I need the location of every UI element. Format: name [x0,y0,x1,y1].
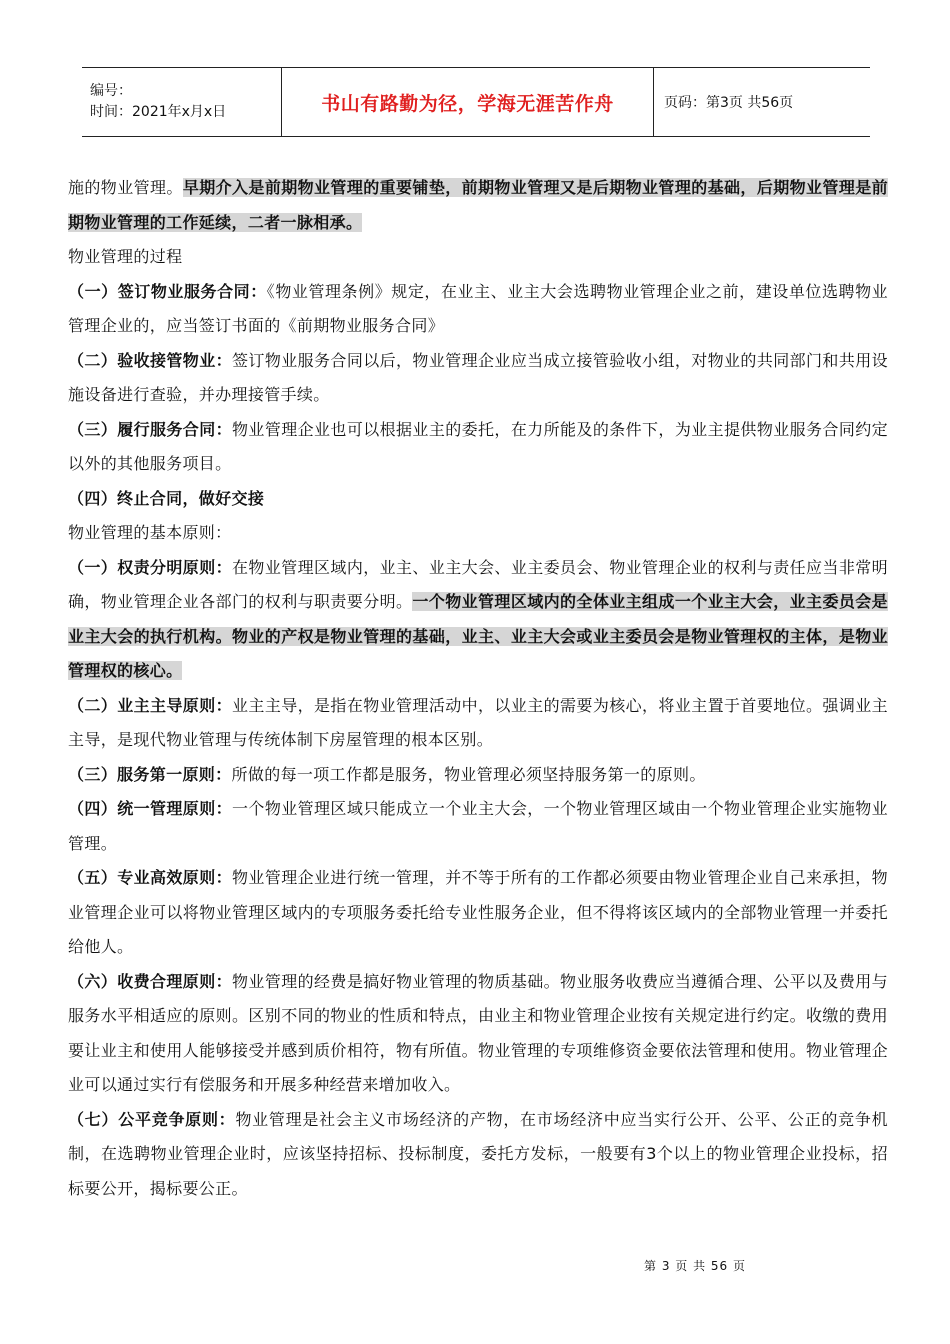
text: 《物业管理条例》规定，在业主、业主大会选聘物业管理企业之前，建设单位选聘物业管理企业的，应当签订书面的《前期物业服务合同》 [68,281,888,335]
paragraph [68,861,888,965]
header-date: 时间：2021年x月x日 [90,104,227,120]
item-title: （二）业主主导原则： [68,695,233,715]
paragraph [68,792,888,861]
item-title: （三）履行服务合同： [68,419,233,439]
header-page-info: 页码：第3页 共56页 [664,95,794,111]
item-title: （六）收费合理原则： [68,971,233,991]
header-number: 编号： [90,83,132,99]
paragraph [68,965,888,1103]
paragraph [68,275,888,344]
header-meta [82,68,282,136]
footer-page-number: 第 3 页 共 56 页 [644,1259,746,1273]
item-title: （七）公平竞争原则： [68,1109,236,1129]
text: 物业管理的经费是搞好物业管理的物质基础。物业服务收费应当遵循合理、公平以及费用与服务水平相适应的原则。区别不同的物业的性质和特点，由业主和物业管理企业按有关规定进行约定。收缴的费用要让业主和使用人能够接受并感到质价相符，物有所值。物业管理的专项维修资金要依法管理和使用。物业管理企业可以通过实行有偿服务和开展多种经营来增加收入。 [68,971,888,1094]
item-title: （一）权责分明原则： [68,557,233,577]
document-body [68,171,888,1206]
item-title: （五）专业高效原则： [68,868,233,887]
text: 物业管理企业也可以根据业主的委托，在力所能及的条件下，为业主提供物业服务合同约定以外的其他服务项目。 [68,419,888,473]
item-title: （四）终止合同，做好交接 [68,488,265,508]
paragraph [68,413,888,482]
highlighted-text: 一个物业管理区域内的全体业主组成一个业主大会，业主委员会是业主大会的执行机构。物业的产权是物业管理的基础，业主、业主大会或业主委员会是物业管理权的主体，是物业管理权的核心。 [68,592,888,680]
highlighted-text: 早期介入是前期物业管理的重要铺垫，前期物业管理又是后期物业管理的基础，后期物业管理是前期物业管理的工作延续，二者一脉相承。 [68,178,888,232]
item-title: （四）统一管理原则： [68,799,233,818]
text: 所做的每一项工作都是服务，物业管理必须坚持服务第一的原则。 [231,764,706,784]
paragraph [68,1103,888,1207]
section-heading: 物业管理的基本原则： [68,523,232,542]
paragraph [68,171,888,240]
paragraph [68,344,888,413]
paragraph [68,689,888,758]
paragraph [68,758,888,793]
page-header [82,67,870,137]
page-footer [0,1257,950,1274]
item-title: （一）签订物业服务合同： [68,281,267,301]
text: 签订物业服务合同以后，物业管理企业应当成立接管验收小组，对物业的共同部门和共用设施设备进行查验，并办理接管手续。 [68,350,888,404]
header-motto-cell [282,68,654,136]
text: 在物业管理区域内，业主、业主大会、业主委员会、物业管理企业的权利与责任应当非常明确，物业管理企业各部门的权利与职责要分明。 [68,557,888,611]
text: 业主主导，是指在物业管理活动中，以业主的需要为核心，将业主置于首要地位。强调业主主导，是现代物业管理与传统体制下房屋管理的根本区别。 [68,695,888,749]
item-title: （三）服务第一原则： [68,764,232,784]
text: 物业管理是社会主义市场经济的产物，在市场经济中应当实行公开、公平、公正的竞争机制，在选聘物业管理企业时，应该坚持招标、投标制度，委托方发标，一般要有3个以上的物业管理企业投标，招标要公开，揭标要公正。 [68,1109,888,1198]
header-motto: 书山有路勤为径，学海无涯苦作舟 [321,92,614,115]
text: 一个物业管理区域只能成立一个业主大会，一个物业管理区域由一个物业管理企业实施物业管理。 [68,799,888,853]
text: 物业管理企业进行统一管理，并不等于所有的工作都必须要由物业管理企业自己来承担，物业管理企业可以将物业管理区域内的专项服务委托给专业性服务企业，但不得将该区域内的全部物业管理一并委托给他人。 [68,868,888,956]
item-title: （二）验收接管物业： [68,350,233,370]
paragraph [68,551,888,689]
section-heading: 物业管理的过程 [68,247,183,266]
text: 施的物业管理。 [68,178,183,197]
